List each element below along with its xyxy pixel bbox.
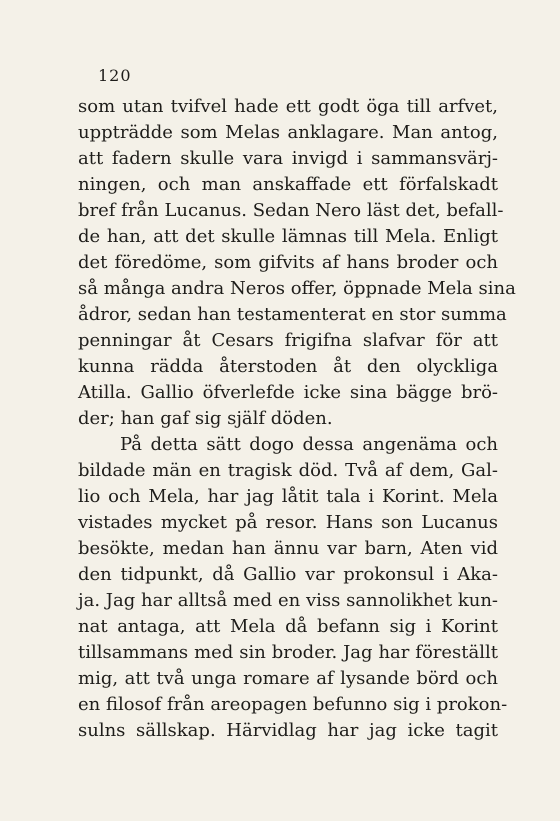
text-line: den tidpunkt, då Gallio var prokonsul i Aka- (78, 564, 498, 585)
text-line: mig, att två unga romare af lysande börd och (78, 668, 498, 689)
text-line: vistades mycket på resor. Hans son Lucanus (78, 512, 498, 533)
text-line: bildade män en tragisk död. Två af dem, Gal- (78, 460, 498, 481)
text-line: tillsammans med sin broder. Jag har föreställt (78, 642, 498, 663)
text-line: en filosof från areopagen befunno sig i prokon- (78, 694, 508, 715)
text-line: ådror, sedan han testamenterat en stor summa (78, 304, 507, 325)
text-line: penningar åt Cesars frigifna slafvar för att (78, 330, 498, 351)
text-line: ningen, och man anskaffade ett förfalskadt (78, 174, 498, 195)
text-line: att fadern skulle vara invigd i sammansvärj- (78, 148, 498, 169)
text-line: der; han gaf sig själf döden. (78, 408, 333, 429)
text-line: som utan tvifvel hade ett godt öga till arfvet, (78, 96, 498, 117)
text-line: kunna rädda återstoden åt den olyckliga (78, 356, 498, 377)
text-line: lio och Mela, har jag låtit tala i Korint. Mela (78, 486, 498, 507)
page-number: 120 (98, 66, 132, 85)
text-line: det föredöme, som gifvits af hans broder och (78, 252, 498, 273)
text-line: sulns sällskap. Härvidlag har jag icke tagit (78, 720, 498, 741)
text-line: uppträdde som Melas anklagare. Man antog, (78, 122, 498, 143)
paragraph-1 (78, 94, 516, 432)
text-line: så många andra Neros offer, öppnade Mela sina (78, 278, 516, 299)
text-line: ja. Jag har alltså med en viss sannolikhet kun- (78, 590, 498, 611)
paragraph-2 (78, 432, 508, 744)
text-line: de han, att det skulle lämnas till Mela. Enligt (78, 226, 498, 247)
text-line: bref från Lucanus. Sedan Nero läst det, befall- (78, 200, 504, 221)
text-line: På detta sätt dogo dessa angenäma och (120, 434, 498, 455)
body-text (78, 94, 516, 744)
text-line: nat antaga, att Mela då befann sig i Korint (78, 616, 498, 637)
text-line: besökte, medan han ännu var barn, Aten vid (78, 538, 498, 559)
text-line: Atilla. Gallio öfverlefde icke sina bägge brö- (78, 382, 498, 403)
